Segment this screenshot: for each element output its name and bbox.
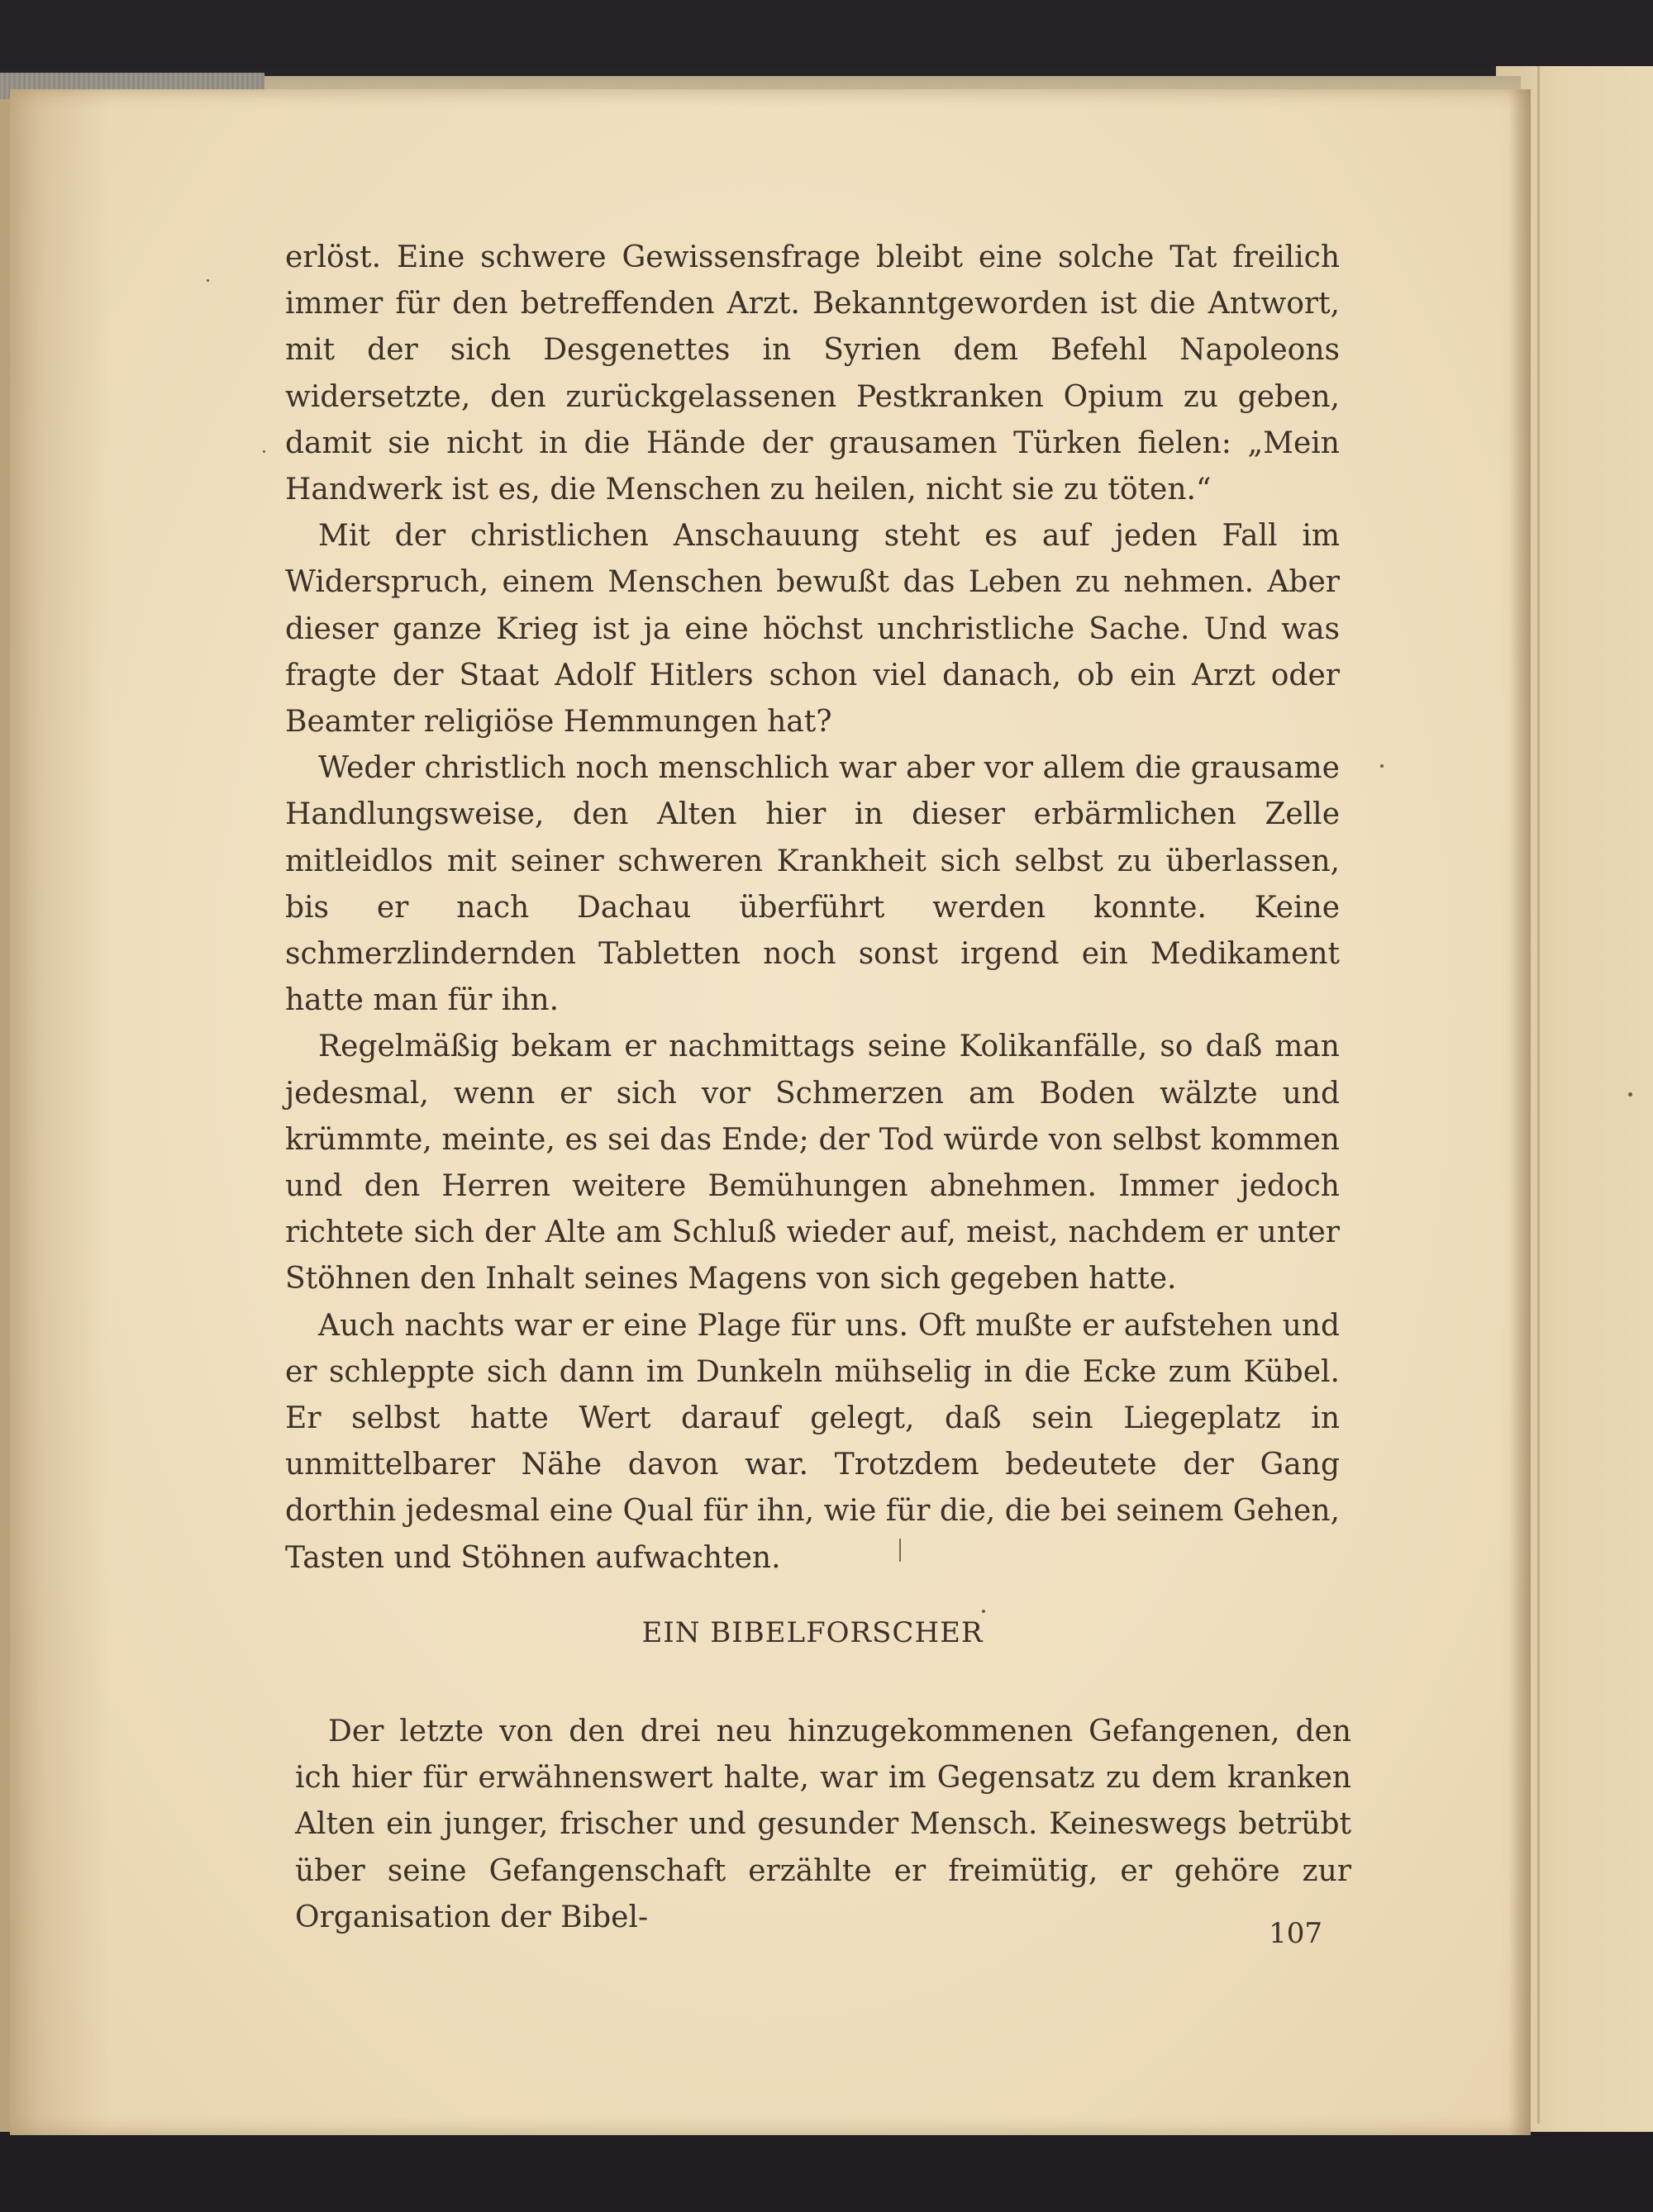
paragraph: Mit der christlichen Anschauung steht es auf jeden Fall im Widerspruch, einem Menschen bewußt das Leben zu nehmen. Aber dieser ganze Krieg ist ja eine höchst unchristliche Sache. Und was fragte der Staat Adolf Hitlers schon viel danach, ob ein Arzt oder Beamter religiöse Hemmungen hat?	[285, 519, 1340, 740]
paragraph: Regelmäßig bekam er nachmittags seine Kolikanfälle, so daß man jedesmal, wenn er sich vor Schmerzen am Boden wälzte und krümmte, meinte, es sei das Ende; der Tod würde von selbst kommen und den Herren weitere Bemühungen abnehmen. Immer jedoch richtete sich der Alte am Schluß wieder auf, meist, nachdem er unter Stöhnen den Inhalt seines Magens von sich gegeben hatte.	[285, 1030, 1340, 1296]
page-edge-shadow	[1509, 89, 1531, 2135]
gutter-shadow	[10, 89, 109, 2135]
book-left-edge	[0, 99, 10, 2132]
paragraph: Weder christlich noch menschlich war aber vor allem die grausame Handlungsweise, den Alten hier in dieser erbärmlichen Zelle mitleidlos mit seiner schweren Krankheit sich selbst zu überlassen, bis er nach Dachau überführt werden konnte. Keine schmerzlindernden Tabletten noch sonst irgend ein Medikament hatte man für ihn.	[285, 751, 1340, 1018]
paper-speck	[263, 450, 265, 453]
paper-speck	[207, 279, 209, 282]
paragraph: Auch nachts war er eine Plage für uns. Oft mußte er aufstehen und er schleppte sich dann im Dunkeln mühselig in die Ecke zum Kübel. Er selbst hatte Wert darauf gelegt, daß sein Liegeplatz in unmittelbarer Nähe davon war. Trotzdem bedeutete der Gang dorthin jedesmal eine Qual für ihn, wie für die, die bei seinem Gehen, Tasten und Stöhnen aufwachten.	[285, 1308, 1340, 1575]
section-body-text	[295, 1709, 1351, 1941]
scan-background-bottom	[0, 2129, 1653, 2212]
paper-speck	[1380, 764, 1384, 768]
book-cover-edge	[1537, 66, 1540, 2124]
paper-speck	[982, 1610, 985, 1613]
section-heading: EIN BIBELFORSCHER	[641, 1616, 984, 1649]
paragraph: Der letzte von den drei neu hinzugekommenen Gefangenen, den ich hier für erwähnenswert halte, war im Gegensatz zu dem kranken Alten ein junger, frischer und gesunder Mensch. Keineswegs betrübt über seine Gefangenschaft erzählte er freimütig, er gehöre zur Organisation der Bibel-	[295, 1715, 1351, 1934]
page-number: 107	[1269, 1917, 1322, 1950]
paragraph: erlöst. Eine schwere Gewissensfrage bleibt eine solche Tat freilich immer für den betreffenden Arzt. Bekanntgeworden ist die Antwort, mit der sich Desgenettes in Syrien dem Befehl Napoleons widersetzte, den zurückgelassenen Pestkranken Opium zu geben, damit sie nicht in die Hände der grausamen Türken fielen: „Mein Handwerk ist es, die Menschen zu heilen, nicht sie zu töten.“	[285, 240, 1340, 507]
paper-speck	[1628, 1092, 1632, 1096]
body-text	[285, 235, 1340, 1582]
scan-background-top	[0, 0, 1653, 68]
